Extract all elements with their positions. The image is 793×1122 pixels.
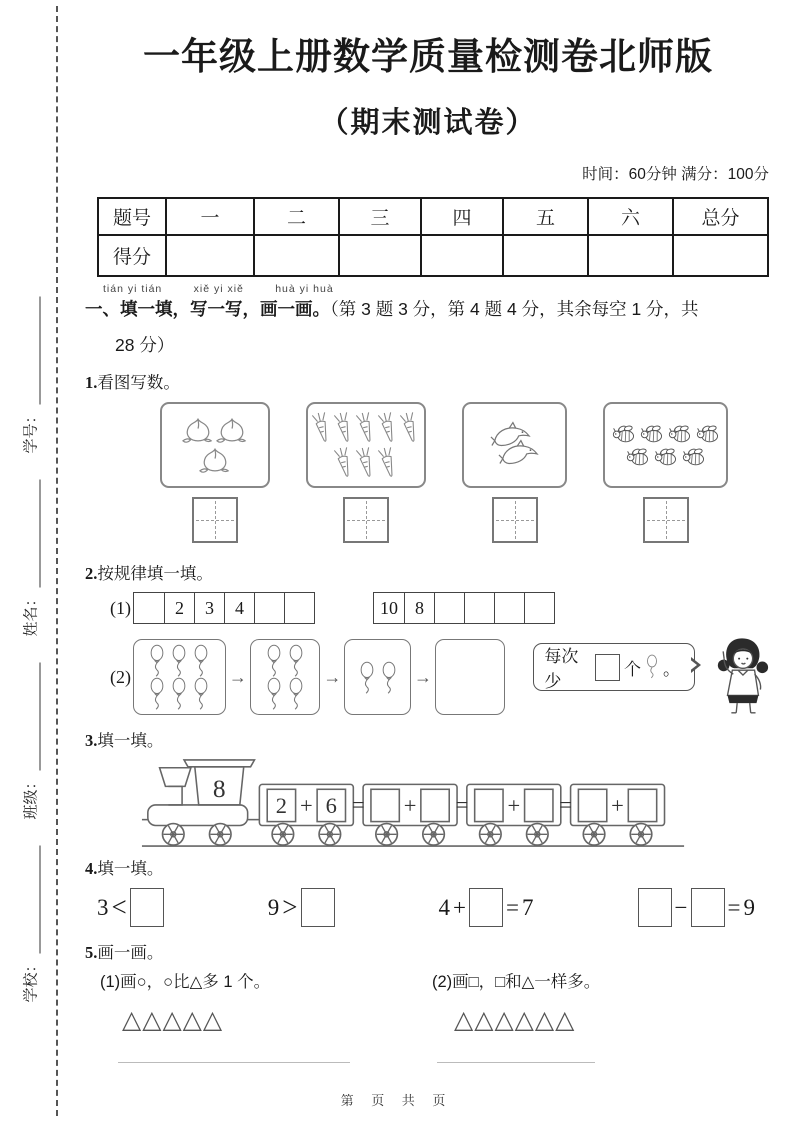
answer-line (118, 1062, 350, 1063)
score-cell (254, 235, 339, 276)
equals-sign: = (455, 791, 469, 817)
question4-row (97, 888, 755, 927)
bee-icon (695, 423, 721, 445)
strip-cell: 2 (164, 593, 194, 623)
equation-item: − = 9 (638, 888, 755, 927)
carrot-icon (312, 411, 332, 445)
train-illustration (140, 755, 771, 850)
balloon-icon (170, 644, 188, 677)
engine-number: 8 (212, 774, 226, 804)
score-row-label: 得分 (98, 235, 166, 276)
inequality-item: 9 > (268, 888, 335, 927)
strip-cell (524, 593, 554, 623)
bee-icon (639, 423, 665, 445)
score-table-header: 六 (588, 198, 673, 235)
writing-grid (492, 497, 538, 543)
arrow-icon: → (323, 666, 342, 687)
car-value: 6 (325, 792, 337, 818)
picture-box-dolphins (462, 402, 567, 488)
part1-instruction: (1)画○，○比△多 1 个。 (100, 973, 271, 991)
strip-cell: 8 (404, 593, 434, 623)
writing-grid (643, 497, 689, 543)
strip-cell: 4 (224, 593, 254, 623)
balloon-box-1 (133, 639, 226, 715)
balloon-icon (265, 644, 283, 677)
answer-line (437, 1062, 595, 1063)
section-title-text: 一、填一填，写一写，画一画。 (85, 299, 330, 319)
time-score-info: 时间：60分钟 满分：100分 (582, 166, 769, 183)
peach-icon (216, 416, 248, 445)
balloon-icon (148, 677, 166, 710)
strip-cell (254, 593, 284, 623)
carrot-icon (378, 411, 398, 445)
balloon-icon (265, 677, 283, 710)
page-title: 一年级上册数学质量检测卷北师版 (143, 36, 713, 77)
school-blank-line (27, 845, 41, 953)
picture-box-bees (603, 402, 728, 488)
strip-cell (284, 593, 314, 623)
class-blank-line (27, 662, 41, 770)
balloon-icon (192, 644, 210, 677)
balloon-icon (287, 677, 305, 710)
question5-part2 (432, 968, 600, 1063)
arrow-icon: → (413, 666, 432, 687)
plus-sign: + (611, 792, 624, 818)
student-id-field (20, 296, 41, 453)
number-strip-2 (373, 592, 555, 624)
student-id-label: 学号： (22, 408, 40, 454)
answer-box (469, 888, 503, 927)
page-subtitle: （期末测试卷） (319, 107, 537, 139)
dolphin-icon (498, 438, 540, 468)
number-strip-1 (133, 592, 315, 624)
part1-label: (1) (110, 597, 131, 618)
balloon-icon (287, 644, 305, 677)
score-table-header: 一 (166, 198, 254, 235)
name-field (20, 479, 41, 636)
speech-bubble (533, 643, 695, 691)
question5-label: 5.画一画。 (85, 943, 164, 962)
strip-cell: 3 (194, 593, 224, 623)
question1-picture-row (160, 402, 728, 488)
balloon-icon (380, 661, 398, 694)
plus-sign: + (507, 792, 521, 818)
answer-box (638, 888, 672, 927)
question5-part1 (100, 968, 360, 1063)
score-table-header: 二 (254, 198, 339, 235)
writing-grid (192, 497, 238, 543)
score-cell (503, 235, 588, 276)
section-score-note-cont: 28 分） (115, 335, 175, 355)
picture-box-carrots (306, 402, 426, 488)
strip-cell: 10 (380, 597, 398, 618)
bee-icon (653, 446, 679, 468)
carrot-icon (400, 411, 420, 445)
strip-cell (134, 593, 164, 623)
plus-sign: + (300, 792, 313, 818)
peach-icon (199, 446, 231, 475)
sidebar-student-fields (20, 143, 41, 1003)
class-field (20, 662, 41, 819)
balloon-icon (170, 677, 188, 710)
question1-label: 1.看图写数。 (85, 373, 180, 392)
name-label: 姓名： (22, 591, 40, 637)
class-label: 班级： (22, 774, 40, 820)
score-cell (421, 235, 503, 276)
score-table-header: 题号 (98, 198, 166, 235)
strip-cell (434, 593, 464, 623)
bubble-text: 每次少 (544, 647, 579, 691)
score-cell (673, 235, 768, 276)
page-footer: 第 页 共 页 (340, 1093, 453, 1108)
carrot-icon (334, 446, 354, 480)
school-field (20, 845, 41, 1002)
seal-dashed-line (56, 6, 58, 1116)
answer-box (301, 888, 335, 927)
question4-label: 4.填一填。 (85, 859, 164, 878)
question3-label: 3.填一填。 (85, 731, 164, 750)
bee-icon (681, 446, 707, 468)
balloon-box-2 (250, 639, 320, 715)
carrot-icon (378, 446, 398, 480)
answer-box (130, 888, 164, 927)
bee-icon (611, 423, 637, 445)
score-table (97, 197, 769, 277)
carrot-icon (334, 411, 354, 445)
score-table-header: 三 (339, 198, 421, 235)
equals-sign: = (559, 791, 573, 817)
equation-item: 4 + = 7 (439, 888, 534, 927)
peach-icon (182, 416, 214, 445)
triangle-row: △△△△△△ (454, 1006, 576, 1034)
answer-box (595, 654, 620, 681)
score-table-header: 总分 (673, 198, 768, 235)
balloon-icon (148, 644, 166, 677)
part2-instruction: (2)画□，□和△一样多。 (432, 973, 601, 991)
score-table-header: 四 (421, 198, 503, 235)
question2-label: 2.按规律填一填。 (85, 564, 213, 583)
score-cell (339, 235, 421, 276)
question2-part2 (110, 635, 771, 719)
picture-box-peaches (160, 402, 270, 488)
question2-part1 (110, 592, 771, 624)
triangle-row: △△△△△ (122, 1006, 224, 1034)
score-cell (166, 235, 254, 276)
pinyin-annotation: tián yi tián xiě yi xiě huà yi huà (103, 283, 334, 295)
balloon-box-4-empty (435, 639, 505, 715)
section-score-note: （第 3 题 3 分，第 4 题 4 分，其余每空 1 分，共 (330, 299, 699, 319)
arrow-icon: → (228, 666, 247, 687)
strip-cell (494, 593, 524, 623)
carrot-icon (356, 411, 376, 445)
school-label: 学校： (22, 957, 40, 1003)
section-one-title (85, 296, 771, 321)
bee-icon (667, 423, 693, 445)
score-cell (588, 235, 673, 276)
balloon-icon (192, 677, 210, 710)
part2-label: (2) (110, 666, 131, 687)
score-table-header: 五 (503, 198, 588, 235)
carrot-icon (356, 446, 376, 480)
car-value: 2 (275, 792, 288, 818)
bubble-punct: 。 (663, 659, 681, 679)
name-blank-line (27, 479, 41, 587)
bee-icon (625, 446, 651, 468)
inequality-item: 3 < (97, 888, 164, 927)
bubble-text: 个 (624, 659, 642, 679)
speech-bubble-group (533, 635, 771, 719)
balloon-icon (358, 661, 376, 694)
equals-sign: = (351, 791, 365, 817)
strip-cell (464, 593, 494, 623)
balloon-box-3 (344, 639, 411, 715)
answer-box (691, 888, 725, 927)
question5-row (85, 968, 771, 1063)
balloon-icon (645, 653, 659, 681)
girl-illustration (713, 635, 771, 719)
writing-grid (343, 497, 389, 543)
student-id-blank-line (27, 296, 41, 404)
question1-writing-grids (160, 497, 728, 543)
plus-sign: + (403, 792, 417, 818)
